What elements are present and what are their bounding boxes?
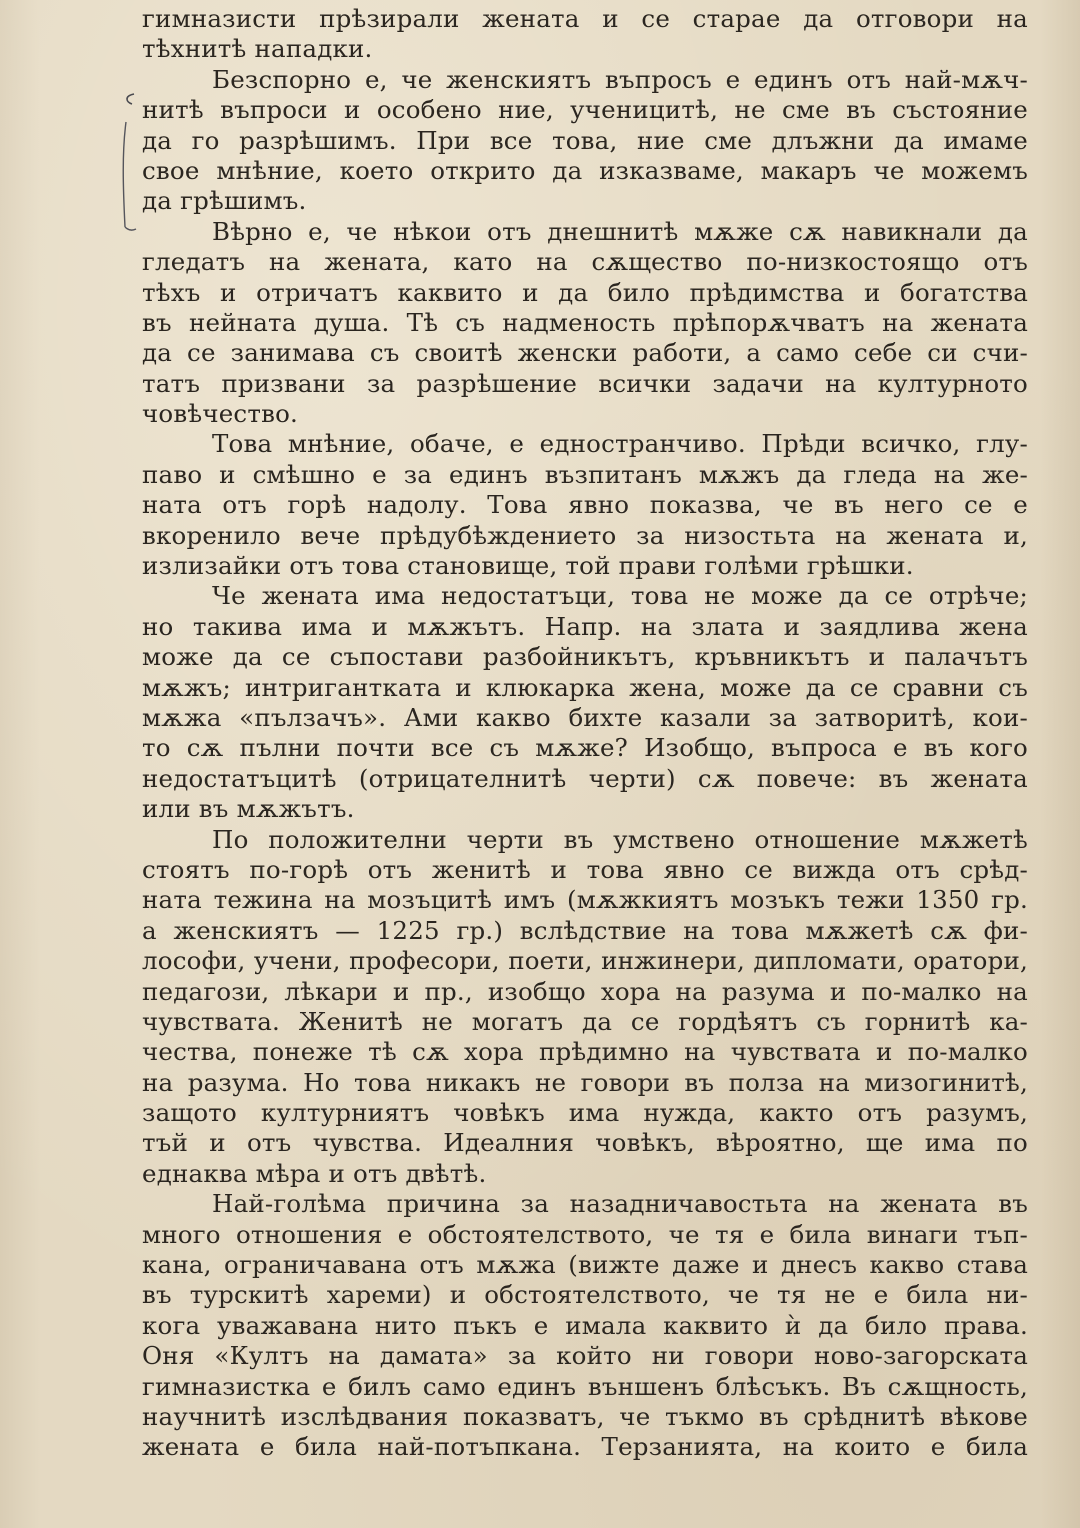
text-line: еднаква мѣра и отъ двѣтѣ. — [142, 1158, 487, 1188]
paragraph — [142, 65, 1028, 217]
margin-bracket-mark — [118, 92, 138, 232]
text-line: По положителни черти въ умствено отношение мѫжетѣ — [212, 824, 1028, 854]
text-line: Това мнѣние, обаче, е едностранчиво. Прѣди всичко, глу- — [212, 429, 1028, 459]
text-line: недостатъцитѣ (отрицателнитѣ черти) сѫ повече: въ жената — [142, 763, 1028, 793]
text-line: гледатъ на жената, като на сѫщество по-низкостоящо отъ — [142, 247, 1028, 277]
text-line: гимназистка е билъ само единъ външенъ блѣсъкъ. Въ сѫщность, — [142, 1371, 1028, 1401]
text-line: чувствата. Женитѣ не могатъ да се гордѣятъ съ горнитѣ ка- — [142, 1006, 1028, 1036]
text-line: тѣхнитѣ нападки. — [142, 34, 373, 64]
text-line: жената е била най-потъпкана. Терзанията, на които е била — [142, 1432, 1028, 1462]
text-line: Най-голѣма причина за назадничавостьта на жената въ — [212, 1189, 1028, 1219]
paragraph — [142, 1189, 1028, 1463]
text-line: но такива има и мѫжътъ. Напр. на злата и заядлива жена — [142, 611, 1028, 641]
text-line: ната тежина на мозъцитѣ имъ (мѫжкиятъ мозъкъ тежи 1350 гр. — [142, 885, 1028, 915]
text-line: паво и смѣшно е за единъ възпитанъ мѫжъ да гледа на же- — [142, 459, 1028, 489]
text-line: чества, понеже тѣ сѫ хора прѣдимно на чувствата и по-малко — [142, 1037, 1028, 1067]
text-line: а женскиятъ — 1225 гр.) вслѣдствие на това мѫжетѣ сѫ фи- — [142, 915, 1028, 945]
text-line: да се занимава съ своитѣ женски работи, а само себе си счи- — [142, 338, 1028, 368]
article-text — [142, 4, 1028, 1463]
text-line: или въ мѫжътъ. — [142, 794, 355, 824]
text-line: свое мнѣние, което открито да изказваме, макаръ че можемъ — [142, 155, 1028, 185]
text-line: много отношения е обстоятелството, че тя е била винаги тъп- — [142, 1219, 1028, 1249]
text-line: научнитѣ изслѣдвания показватъ, че тъкмо въ срѣднитѣ вѣкове — [142, 1401, 1028, 1431]
text-line: на разума. Но това никакъ не говори въ полза на мизогинитѣ, — [142, 1067, 1028, 1097]
text-line: лософи, учени, професори, поети, инжинери, дипломати, оратори, — [142, 946, 1028, 976]
text-line: въ нейната душа. Тѣ съ надменость прѣпорѫчватъ на жената — [142, 307, 1028, 337]
text-line: излизайки отъ това становище, той прави голѣми грѣшки. — [142, 551, 914, 581]
text-line: гимназисти прѣзирали жената и се старае да отговори на — [142, 4, 1028, 33]
text-line: вкоренило вече прѣдубѣждението за низостьта на жената и, — [142, 520, 1028, 550]
paragraph — [142, 429, 1028, 581]
text-line: мѫжъ; интригантката и клюкарка жена, може да се сравни съ — [142, 672, 1028, 702]
text-line: въ турскитѣ хареми) и обстоятелството, че тя не е била ни- — [142, 1280, 1028, 1310]
text-line: тѣхъ и отричатъ каквито и да било прѣдимства и богатства — [142, 277, 1028, 307]
text-line: ната отъ горѣ надолу. Това явно показва, че въ него се е — [142, 490, 1028, 520]
text-line: педагози, лѣкари и пр., изобщо хора на разума и по-малко на — [142, 976, 1028, 1006]
text-line: мѫжа «пълзачъ». Ами какво бихте казали за затворитѣ, кои- — [142, 702, 1028, 732]
text-line: тъй и отъ чувства. Идеалния човѣкъ, вѣроятно, ще има по — [142, 1128, 1028, 1158]
text-line: да грѣшимъ. — [142, 186, 307, 216]
text-line: защото културниятъ човѣкъ има нужда, както отъ разумъ, — [142, 1098, 1028, 1128]
paragraph — [142, 825, 1028, 1190]
paragraph — [142, 581, 1028, 824]
text-line: кана, ограничавана отъ мѫжа (вижте даже и днесъ какво става — [142, 1250, 1028, 1280]
text-line: татъ призвани за разрѣшение всички задачи на културното — [142, 368, 1028, 398]
text-line: то сѫ пълни почти все съ мѫже? Изобщо, въпроса е въ кого — [142, 733, 1028, 763]
paragraph — [142, 4, 1028, 65]
text-line: кога уважавана нито пъкъ е имала каквито ѝ да било права. — [142, 1310, 1028, 1340]
text-line: може да се съпостави разбойникътъ, кръвникътъ и палачътъ — [142, 642, 1028, 672]
text-line: нитѣ въпроси и особено ние, ученицитѣ, не сме въ състояние — [142, 95, 1028, 125]
text-line: Безспорно е, че женскиятъ въпросъ е единъ отъ най-мѫч- — [212, 64, 1028, 94]
text-line: Вѣрно е, че нѣкои отъ днешнитѣ мѫже сѫ навикнали да — [212, 216, 1028, 246]
text-line: да го разрѣшимъ. При все това, ние сме длъжни да имаме — [142, 125, 1028, 155]
text-line: човѣчество. — [142, 399, 299, 429]
text-line: Че жената има недостатъци, това не може да се отрѣче; — [212, 581, 1028, 611]
text-line: стоятъ по-горѣ отъ женитѣ и това явно се вижда отъ срѣд- — [142, 854, 1028, 884]
text-line: Оня «Култъ на дамата» за който ни говори ново-загорската — [142, 1341, 1028, 1371]
paragraph — [142, 217, 1028, 430]
